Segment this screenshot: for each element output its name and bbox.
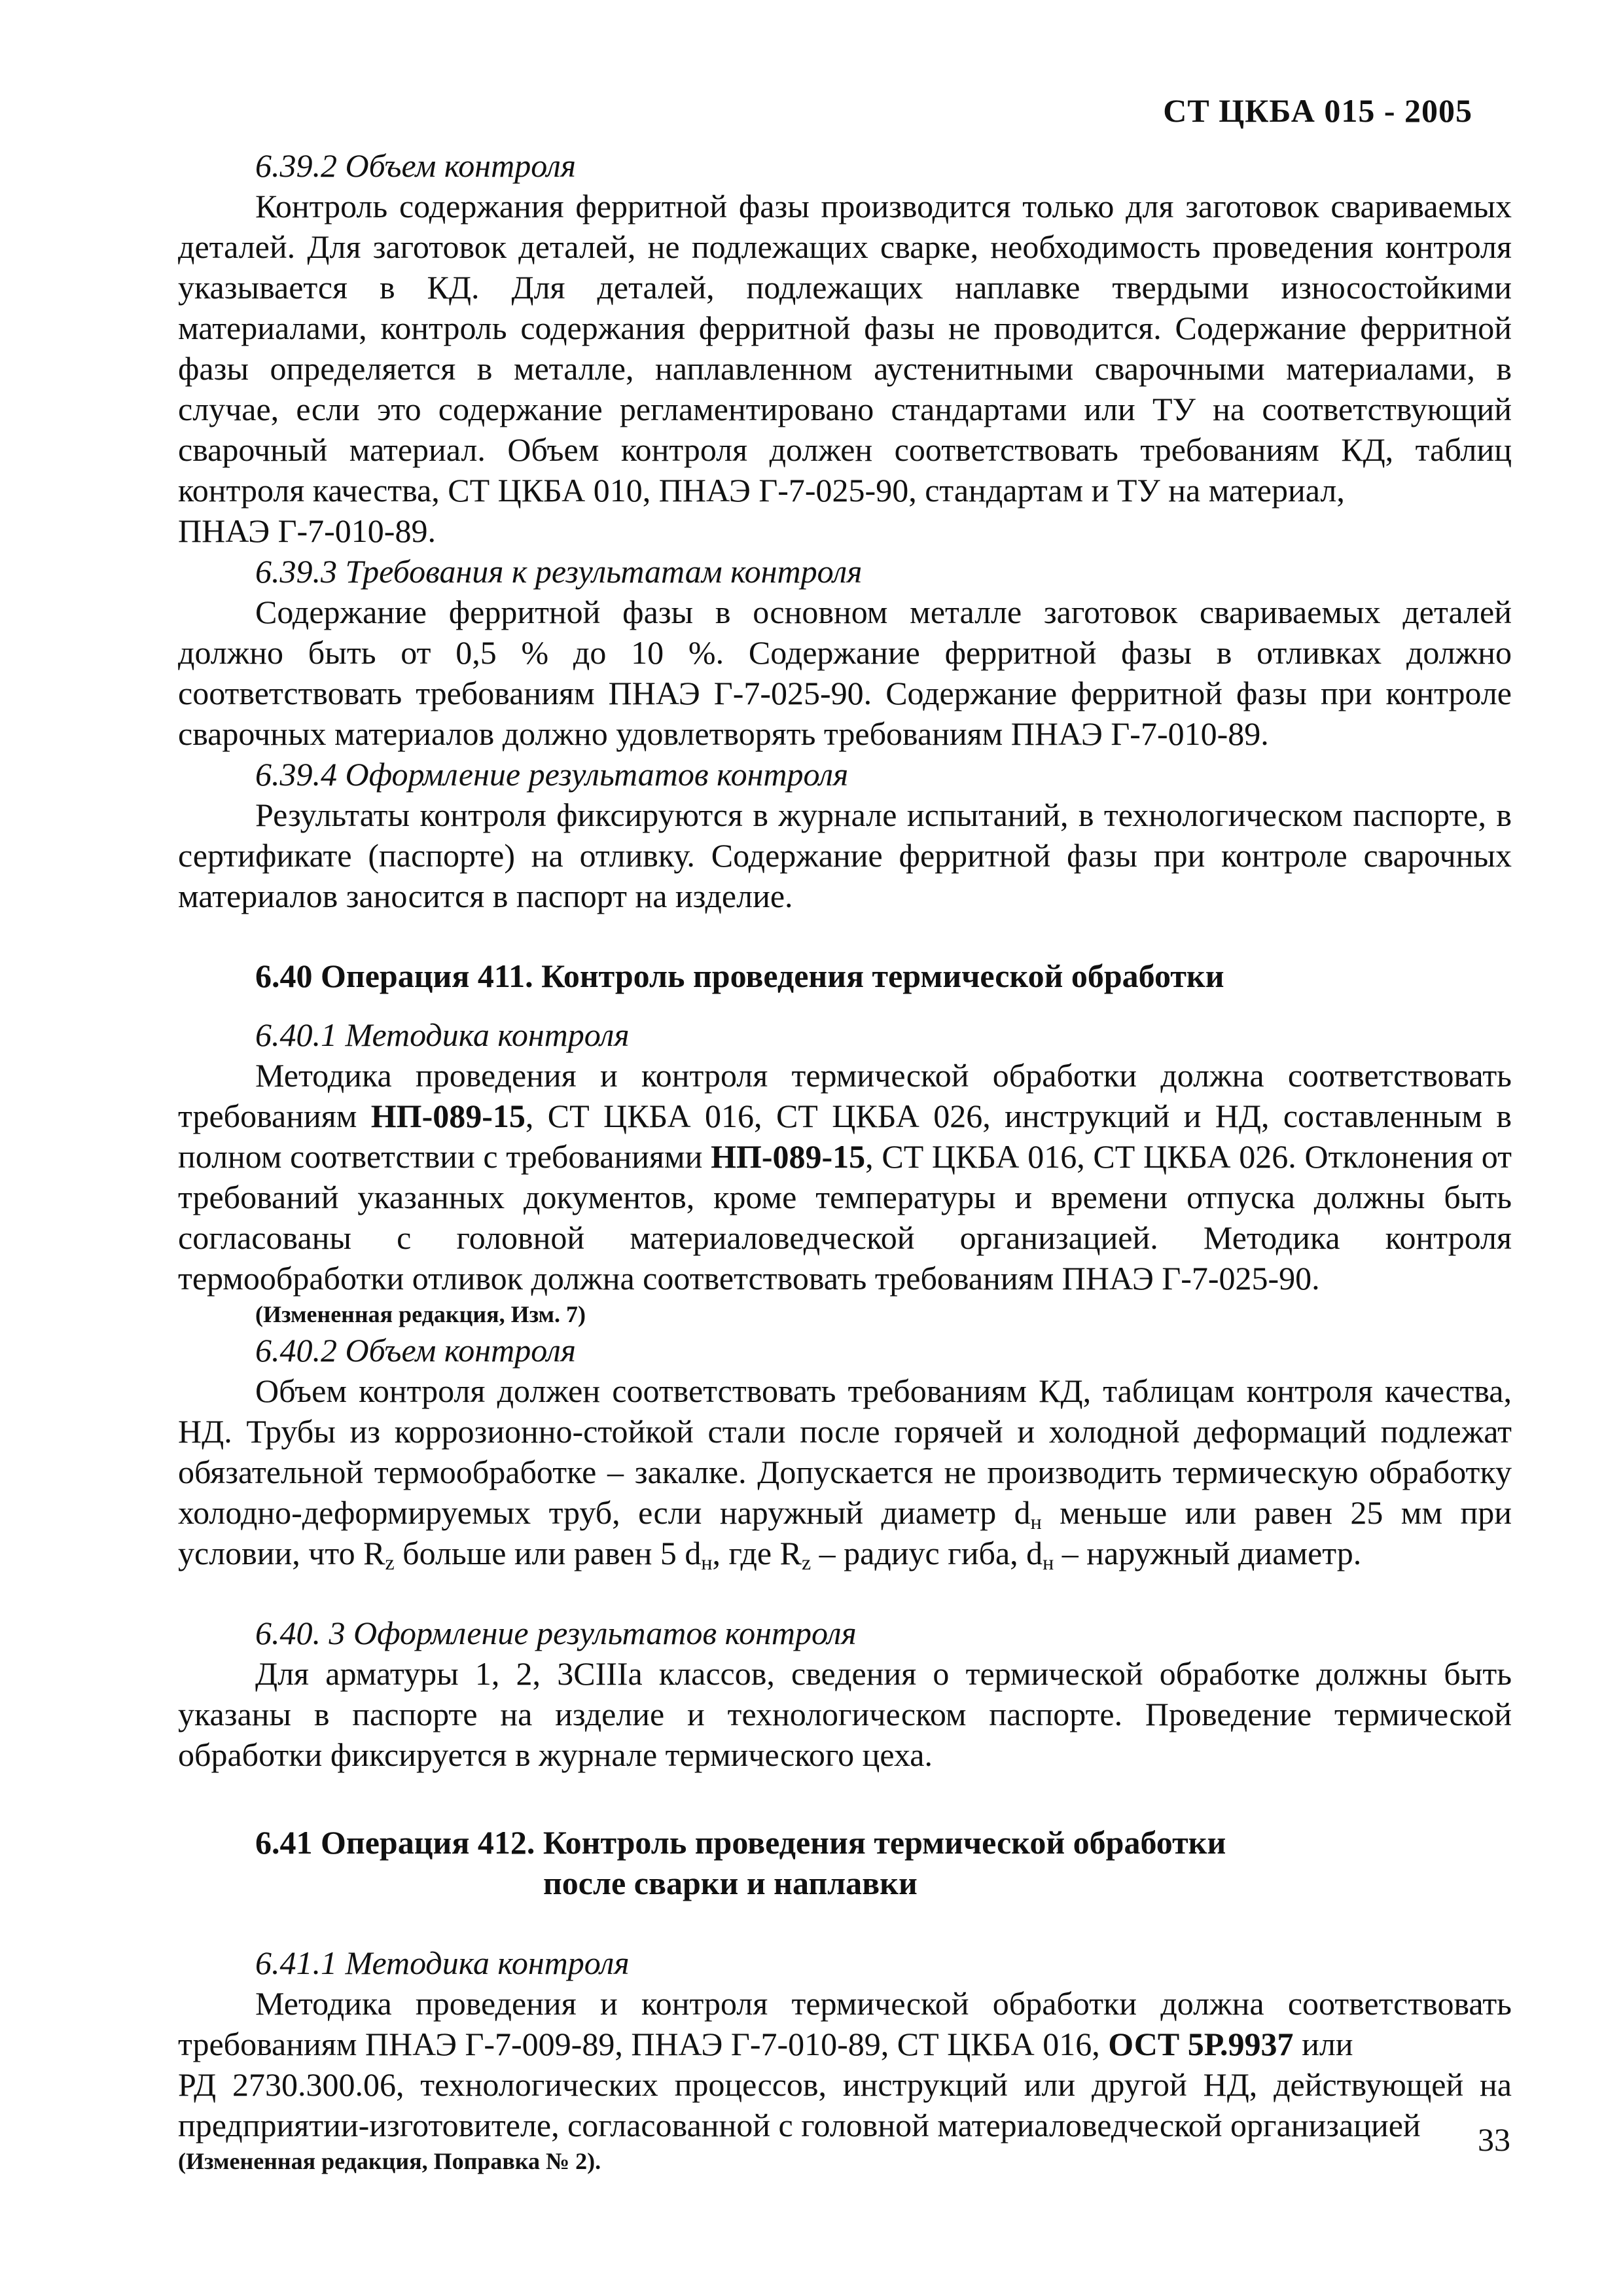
section-6-40-2-text: Объем контроля должен соответствовать требованиям КД, таблицам контроля качества, НД. Трубы из коррозионно-стойкой стали после горячей и холодной деформаций подлежат обязательной термообработке – закалке. Допускается не производить термическую обработку холодно-деформируемых труб, если наружный диаметр $d_н$ меньше или равен 25 мм при условии, что $R_z$ больше или равен 5 $d_н$, где $R_z$ – радиус гиба, $d_н$ – наружный диаметр. [178, 1372, 1512, 1574]
section-6-39-2-title: 6.39.2 Объем контроля [255, 147, 577, 184]
section-6-40-2-title: 6.40.2 Объем контроля [255, 1332, 577, 1369]
norm-reference-np-089-15: НП-089-15 [711, 1138, 866, 1175]
revision-note-2: (Измененная редакция, Поправка № 2). [178, 2148, 601, 2174]
norm-reference-ost: ОСТ 5Р.9937 [1108, 2026, 1294, 2062]
section-6-41-heading-line2: после сварки и наплавки [543, 1865, 918, 1901]
section-6-40-1-text: Методика проведения и контроля термической обработки должна соответствовать требованиям НП-089-15, СТ ЦКБА 016, СТ ЦКБА 026, инструкций и НД, составленным в полном соответствии с требованиями НП-089-15, СТ ЦКБА 016, СТ ЦКБА 026. Отклонения от требований указанных документов, кроме температуры и времени отпуска должны быть согласованы с головной материаловедческой организацией. Методика контроля термообработки отливок должна соответствовать требованиям ПНАЭ Г-7-025-90. [178, 1057, 1512, 1297]
section-6-41-1-title: 6.41.1 Методика контроля [255, 1945, 630, 1981]
document-code: СТ ЦКБА 015 - 2005 [1163, 92, 1472, 129]
norm-reference-np-089-15: НП-089-15 [370, 1098, 526, 1134]
section-6-41-heading: 6.41 Операция 412. Контроль проведения термической обработки [255, 1824, 1226, 1861]
section-6-40-heading: 6.40 Операция 411. Контроль проведения термической обработки [255, 958, 1224, 994]
page-number: 33 [1478, 2121, 1510, 2158]
section-6-39-2-text: Контроль содержания ферритной фазы производится только для заготовок свариваемых деталей. Для заготовок деталей, не подлежащих сварке, необходимость проведения контроля указывается в КД. Для деталей, подлежащих наплавке твердыми износостойкими материалами, контроль содержания ферритной фазы не проводится. Содержание ферритной фазы определяется в металле, наплавленном аустенитными сварочными материалами, в случае, если это содержание регламентировано стандартами или ТУ на соответствующий сварочный материал. Объем контроля должен соответствовать требованиям КД, таблиц контроля качества, СТ ЦКБА 010, ПНАЭ Г-7-025-90, стандартам и ТУ на материал, [178, 188, 1512, 509]
section-6-41-1-text-cont: РД 2730.300.06, технологических процессов, инструкций или другой НД, действующей на предприятии-изготовителе, согласованной с головной материаловедческой организацией [178, 2066, 1512, 2144]
section-6-39-4-title: 6.39.4 Оформление результатов контроля [255, 756, 849, 793]
section-6-39-2-text-end: ПНАЭ Г-7-010-89. [178, 512, 436, 549]
page-content [178, 145, 1512, 2177]
section-6-40-1-title: 6.40.1 Методика контроля [255, 1016, 630, 1053]
section-6-39-4-text: Результаты контроля фиксируются в журнале испытаний, в технологическом паспорте, в сертификате (паспорте) на отливку. Содержание ферритной фазы при контроле сварочных материалов заносится в паспорт на изделие. [178, 797, 1512, 914]
section-6-41-1-text: Методика проведения и контроля термической обработки должна соответствовать требованиям ПНАЭ Г-7-009-89, ПНАЭ Г-7-010-89, СТ ЦКБА 016, ОСТ 5Р.9937 или [178, 1985, 1512, 2062]
section-6-39-3-text: Содержание ферритной фазы в основном металле заготовок свариваемых деталей должно быть от 0,5 % до 10 %. Содержание ферритной фазы в отливках должно соответствовать требованиям ПНАЭ Г-7-025-90. Содержание ферритной фазы при контроле сварочных материалов должно удовлетворять требованиям ПНАЭ Г-7-010-89. [178, 594, 1512, 752]
section-6-40-3-title: 6.40. 3 Оформление результатов контроля [255, 1615, 857, 1651]
section-6-40-3-text: Для арматуры 1, 2, 3СIIIа классов, сведения о термической обработке должны быть указаны в паспорте на изделие и технологическом паспорте. Проведение термической обработки фиксируется в журнале термического цеха. [178, 1655, 1512, 1773]
revision-note: (Измененная редакция, Изм. 7) [255, 1301, 586, 1327]
section-6-39-3-title: 6.39.3 Требования к результатам контроля [255, 553, 863, 590]
